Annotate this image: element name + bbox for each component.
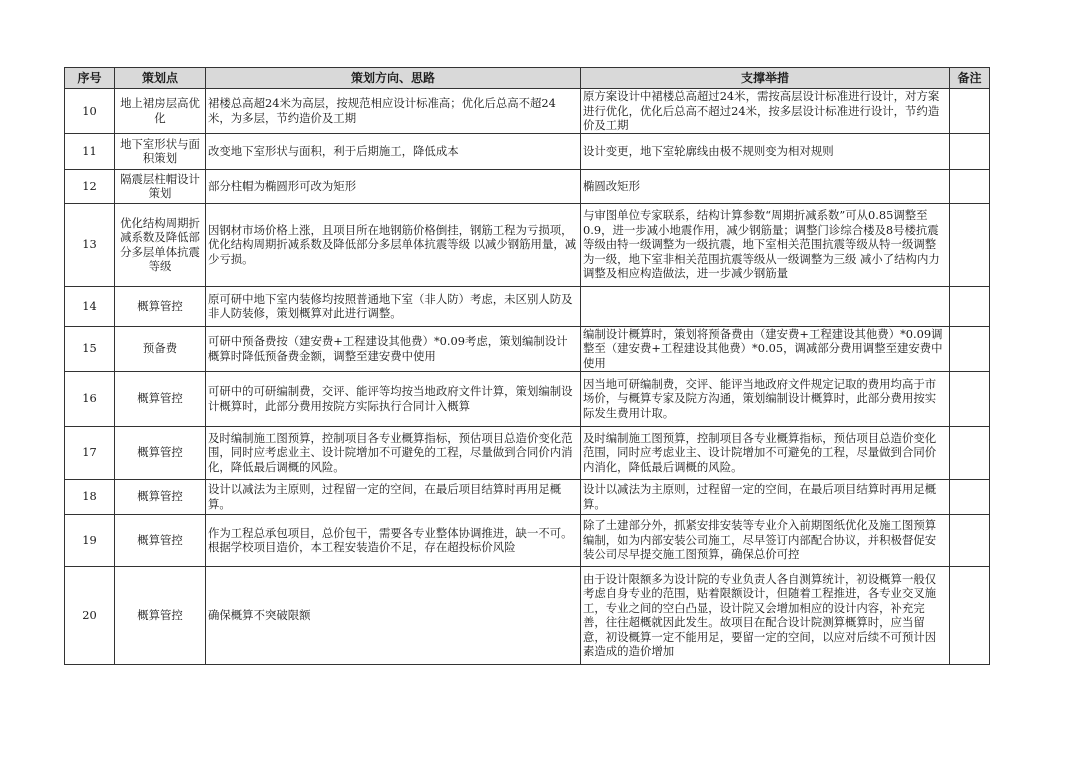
row-number: 18 (65, 479, 115, 514)
row-number: 19 (65, 514, 115, 566)
support-measure: 及时编制施工图预算，控制项目各专业概算指标，预估项目总造价变化范围，同时应考虑业主、设计院增加不可避免的工程，尽量做到合同价内消化，降低最后调概的风险。 (581, 426, 950, 479)
planning-direction: 裙楼总高超24米为高层，按规范相应设计标准高；优化后总高不超24米，为多层，节约造价及工期 (206, 89, 581, 134)
planning-direction: 设计以减法为主原则，过程留一定的空间，在最后项目结算时再用足概算。 (206, 479, 581, 514)
table-row (65, 169, 990, 203)
row-number: 10 (65, 89, 115, 134)
planning-direction: 可研中的可研编制费，交评、能评等均按当地政府文件计算，策划编制设计概算时，此部分费用按院方实际执行合同计入概算 (206, 371, 581, 426)
remark (950, 286, 990, 326)
support-measure: 与审图单位专家联系，结构计算参数“周期折减系数”可从0.85调整至0.9，进一步减小地震作用，减少钢筋量；调整门诊综合楼及8号楼抗震等级由特一级调整为一级抗震，地下室相关范围抗震等级从特一级调整为一级，地下室非相关范围抗震等级从一级调整为三级 减小了结构内力调整及相应构造做法，进一步减少钢筋量 (581, 203, 950, 286)
remark (950, 566, 990, 664)
planning-direction: 及时编制施工图预算，控制项目各专业概算指标，预估项目总造价变化范围，同时应考虑业主、设计院增加不可避免的工程，尽量做到合同价内消化，降低最后调概的风险。 (206, 426, 581, 479)
planning-table (64, 67, 990, 665)
support-measure: 编制设计概算时，策划将预备费由（建安费+工程建设其他费）*0.09调整至（建安费+工程建设其他费）*0.05，调减部分费用调整至建安费中使用 (581, 326, 950, 371)
row-number: 17 (65, 426, 115, 479)
planning-point: 预备费 (115, 326, 206, 371)
support-measure (581, 286, 950, 326)
row-number: 16 (65, 371, 115, 426)
table-row (65, 133, 990, 169)
support-measure: 原方案设计中裙楼总高超过24米，需按高层设计标准进行设计，对方案进行优化，优化后总高不超过24米，按多层设计标准进行设计，节约造价及工期 (581, 89, 950, 134)
remark (950, 133, 990, 169)
header-note: 备注 (950, 68, 990, 89)
planning-direction: 作为工程总承包项目，总价包干，需要各专业整体协调推进，缺一不可。根据学校项目造价，本工程安装造价不足，存在超投标价风险 (206, 514, 581, 566)
remark (950, 426, 990, 479)
planning-direction: 部分柱帽为椭圆形可改为矩形 (206, 169, 581, 203)
planning-point: 概算管控 (115, 371, 206, 426)
row-number: 12 (65, 169, 115, 203)
header-measure: 支撑举措 (581, 68, 950, 89)
support-measure: 因当地可研编制费，交评、能评当地政府文件规定记取的费用均高于市场价，与概算专家及院方沟通，策划编制设计概算时，此部分费用按实际发生费用计取。 (581, 371, 950, 426)
planning-direction: 原可研中地下室内装修均按照普通地下室（非人防）考虑，未区别人防及非人防装修，策划概算对此进行调整。 (206, 286, 581, 326)
planning-direction: 因钢材市场价格上涨，且项目所在地钢筋价格倒挂，钢筋工程为亏损项，优化结构周期折减系数及降低部分多层单体抗震等级 以减少钢筋用量，减少亏损。 (206, 203, 581, 286)
table-row (65, 479, 990, 514)
remark (950, 514, 990, 566)
header-row (65, 68, 990, 89)
planning-point: 概算管控 (115, 514, 206, 566)
planning-point: 优化结构周期折减系数及降低部分多层单体抗震等级 (115, 203, 206, 286)
header-point: 策划点 (115, 68, 206, 89)
planning-point: 地下室形状与面积策划 (115, 133, 206, 169)
row-number: 15 (65, 326, 115, 371)
table-row (65, 286, 990, 326)
row-number: 20 (65, 566, 115, 664)
planning-point: 概算管控 (115, 566, 206, 664)
table-row (65, 203, 990, 286)
support-measure: 由于设计限额多为设计院的专业负责人各自测算统计，初设概算一般仅考虑自身专业的范围，贴着限额设计，但随着工程推进，各专业交叉施工，专业之间的空白凸显，设计院又会增加相应的设计内容，补充完善，往往超概就因此发生。故项目在配合设计院测算概算时，应当留意，初设概算一定不能用足，要留一定的空间，以应对后续不可预计因素造成的造价增加 (581, 566, 950, 664)
support-measure: 除了土建部分外，抓紧安排安装等专业介入前期图纸优化及施工图预算编制，如为内部安装公司施工，尽早签订内部配合协议，并积极督促安装公司尽早提交施工图预算，确保总价可控 (581, 514, 950, 566)
planning-direction: 确保概算不突破限额 (206, 566, 581, 664)
planning-point: 概算管控 (115, 286, 206, 326)
remark (950, 326, 990, 371)
row-number: 14 (65, 286, 115, 326)
table-row (65, 326, 990, 371)
planning-direction: 改变地下室形状与面积，利于后期施工，降低成本 (206, 133, 581, 169)
row-number: 13 (65, 203, 115, 286)
planning-direction: 可研中预备费按（建安费+工程建设其他费）*0.09考虑，策划编制设计概算时降低预备费金额，调整至建安费中使用 (206, 326, 581, 371)
remark (950, 371, 990, 426)
support-measure: 设计变更，地下室轮廓线由极不规则变为相对规则 (581, 133, 950, 169)
table-row (65, 371, 990, 426)
remark (950, 479, 990, 514)
support-measure: 椭圆改矩形 (581, 169, 950, 203)
remark (950, 203, 990, 286)
table-header (65, 68, 990, 89)
header-no: 序号 (65, 68, 115, 89)
planning-point: 地上裙房层高优化 (115, 89, 206, 134)
table-row (65, 426, 990, 479)
table-row (65, 514, 990, 566)
table-row (65, 566, 990, 664)
row-number: 11 (65, 133, 115, 169)
remark (950, 169, 990, 203)
remark (950, 89, 990, 134)
support-measure: 设计以减法为主原则，过程留一定的空间，在最后项目结算时再用足概算。 (581, 479, 950, 514)
header-direction: 策划方向、思路 (206, 68, 581, 89)
table-row (65, 89, 990, 134)
planning-point: 概算管控 (115, 479, 206, 514)
planning-point: 概算管控 (115, 426, 206, 479)
planning-point: 隔震层柱帽设计策划 (115, 169, 206, 203)
table-body (65, 89, 990, 665)
